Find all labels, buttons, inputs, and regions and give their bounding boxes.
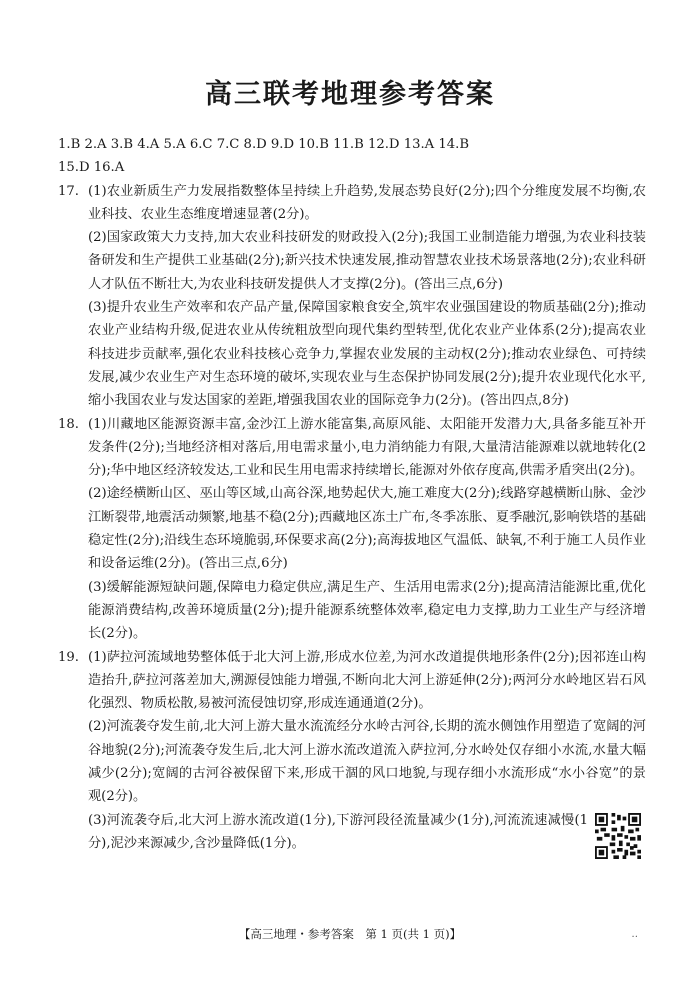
question-19-part-3: (3)河流袭夺后,北大河上游水流改道(1分),下游河段径流量减少(1分),河流流速减慢(1分),泥沙来源减少,含沙量降低(1分)。 <box>88 812 588 851</box>
question-18 <box>58 413 646 646</box>
question-number: 19. <box>58 649 79 665</box>
question-18-part-1: (1)川藏地区能源资源丰富,金沙江上游水能富集,高原风能、太阳能开发潜力大,具备多能互补开发条件(2分);当地经济相对落后,用电需求量小,电力消纳能力有限,大量清洁能源难以就地转化(2分);华中地区经济较发达,工业和民生用电需求持续增长,能源对外依存度高,供需矛盾突出(2分)。 <box>88 416 646 479</box>
answer-body <box>58 133 646 855</box>
page-footer: 【高三地理・参考答案 第 1 页(共 1 页)】 <box>238 927 462 941</box>
question-18-part-3: (3)缓解能源短缺问题,保障电力稳定供应,满足生产、生活用电需求(2分);提高清洁能源比重,优化能源消费结构,改善环境质量(2分);提升能源系统整体效率,稳定电力支撑,助力工业生产与经济增长(2分)。 <box>88 579 646 642</box>
qr-code-icon <box>595 813 641 859</box>
question-19-part-2: (2)河流袭夺发生前,北大河上游大量水流流经分水岭古河谷,长期的流水侧蚀作用塑造了宽阔的河谷地貌(2分);河流袭夺发生后,北大河上游水流改道流入萨拉河,分水岭处仅存细小水流,水量大幅减少(2分);宽阔的古河谷被保留下来,形成干涸的风口地貌,与现存细小水流形成“水小谷宽”的景观(2分)。 <box>88 719 646 805</box>
choice-answers-line-2: 15.D 16.A <box>58 160 125 176</box>
choice-answers-line-1: 1.B 2.A 3.B 4.A 5.A 6.C 7.C 8.D 9.D 10.B 11.B 12.D 13.A 14.B <box>58 137 470 152</box>
page-title: 高三联考地理参考答案 <box>205 79 495 110</box>
question-17-part-2: (2)国家政策大力支持,加大农业科技研发的财政投入(2分);我国工业制造能力增强,为农业科技装备研发和生产提供工业基础(2分);新兴技术快速发展,推动智慧农业技术场景落地(2分);农业科研人才队伍不断壮大,为农业科技研发提供人才支撑(2分)。(答出三点,6分) <box>88 230 646 292</box>
question-number: 17. <box>58 183 79 199</box>
choice-answers <box>58 133 646 180</box>
question-17-part-1: (1)农业新质生产力发展指数整体呈持续上升趋势,发展态势良好(2分);四个分维度发展不均衡,农业科技、农业生态维度增速显著(2分)。 <box>88 183 646 222</box>
footer-mark: ‥ <box>631 929 638 940</box>
question-17 <box>58 180 646 413</box>
question-19 <box>58 646 646 856</box>
question-17-part-3: (3)提升农业生产效率和农产品产量,保障国家粮食安全,筑牢农业强国建设的物质基础(2分);推动农业产业结构升级,促进农业从传统粗放型向现代集约型转型,优化农业产业体系(2分);提高农业科技进步贡献率,强化农业科技核心竞争力,掌握农业发展的主动权(2分);推动农业绿色、可持续发展,减少农业生产对生态环境的破坏,实现农业与生态保护协同发展(2分);提升农业现代化水平,缩小我国农业与发达国家的差距,增强我国农业的国际竞争力(2分)。(答出四点,8分) <box>88 300 646 409</box>
question-number: 18. <box>58 416 79 432</box>
question-19-part-1: (1)萨拉河流域地势整体低于北大河上游,形成水位差,为河水改道提供地形条件(2分);因祁连山构造抬升,萨拉河落差加大,溯源侵蚀能力增强,不断向北大河上游延伸(2分);两河分水岭地区岩石风化强烈、物质松散,易被河流侵蚀切穿,形成连通通道(2分)。 <box>88 649 646 712</box>
question-18-part-2: (2)途经横断山区、巫山等区域,山高谷深,地势起伏大,施工难度大(2分);线路穿越横断山脉、金沙江断裂带,地震活动频繁,地基不稳(2分);西藏地区冻土广布,冬季冻胀、夏季融沉,影响铁塔的基础稳定性(2分);沿线生态环境脆弱,环保要求高(2分);高海拔地区气温低、缺氧,不利于施工人员作业和设备运维(2分)。(答出三点,6分) <box>88 486 646 572</box>
